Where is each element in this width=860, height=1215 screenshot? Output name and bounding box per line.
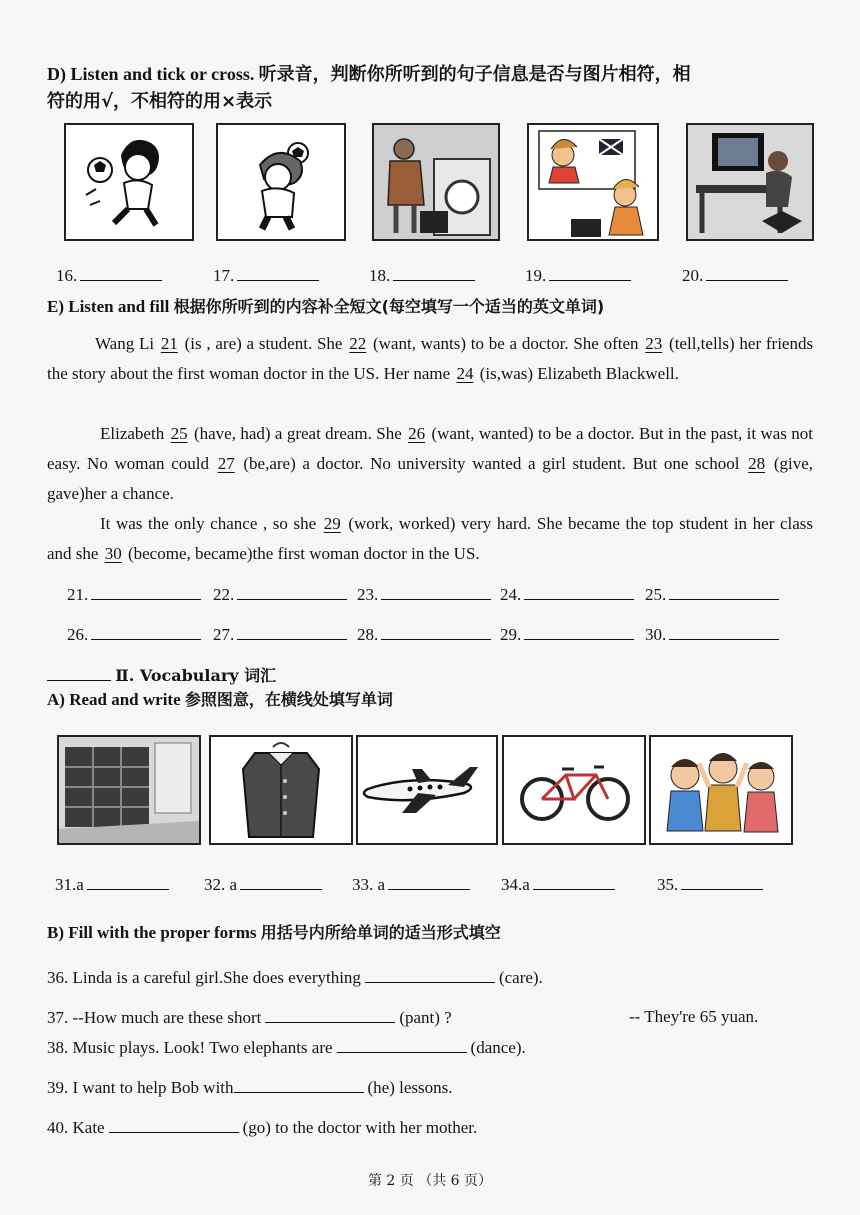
question-36-blank[interactable] [365,966,495,983]
answer-28-blank[interactable] [381,623,491,640]
answer-30-blank[interactable] [669,623,779,640]
question-37-reply: -- They're 65 yuan. [629,1007,759,1026]
section-ii-heading: Ⅱ. Vocabulary 词汇 [115,666,277,685]
answer-17: 17. [213,264,319,286]
picture-18-washing-machine [372,123,500,241]
section-d-instruction-1: 听录音，判断你所听到的句子信息是否与图片相符，相 [258,64,691,85]
answer-29-blank[interactable] [524,623,634,640]
blank-23[interactable]: 23 [645,334,663,353]
page-footer: 第 2 页 （共 6 页） [367,1173,493,1189]
question-40-blank[interactable] [109,1116,239,1133]
answer-22-blank[interactable] [237,583,347,600]
answer-18-blank[interactable] [393,264,475,281]
section-ii-title [47,665,276,687]
section-e-title [47,296,604,318]
section-e-instruction: 根据你所听到的内容补全短文(每空填写一个适当的英文单词) [173,297,605,316]
picture-16-boy-kicking-ball [64,123,194,241]
answer-18: 18. [369,264,475,286]
blank-29[interactable]: 29 [323,514,341,533]
answer-20-blank[interactable] [706,264,788,281]
answer-30: 30. [645,623,779,645]
picture-19-girls-on-telephone [527,123,659,241]
answer-24: 24. [500,583,634,605]
section-b-title [47,922,501,944]
answer-35-blank[interactable] [681,873,763,890]
question-36: 36. Linda is a careful girl.She does everything (care). [47,968,543,987]
answer-22: 22. [213,583,347,605]
question-37: 37. --How much are these short (pant) ? [47,1008,452,1027]
passage-paragraph-1: Wang Li 21 (is , are) a student. She 22 (want, wants) to be a doctor. She often 23 (tell,tells) her friends the story about the first woman doctor in the US. Her name 24 (is,was) Elizabeth Blackwell. [47,334,814,383]
section-d-heading: D) Listen and tick or cross. [47,64,255,84]
answer-25: 25. [645,583,779,605]
section-ii-score-blank[interactable] [47,666,111,681]
section-d-title [47,63,691,86]
blank-24[interactable]: 24 [456,364,474,383]
question-38-blank[interactable] [337,1036,467,1053]
answer-26: 26. [67,623,201,645]
question-40: 40. Kate (go) to the doctor with her mother. [47,1118,478,1137]
answer-34: 34.a [501,873,615,895]
answer-29: 29. [500,623,634,645]
passage-paragraph-2: Elizabeth 25 (have, had) a great dream. She 26 (want, wanted) to be a doctor. But in the past, it was not easy. No woman could 27 (be,are) a doctor. No university wanted a girl student. But one school 28 (give, gave)her a chance. [47,424,814,503]
blank-26[interactable]: 26 [408,424,426,443]
section-e-heading: E) Listen and fill [47,297,170,316]
blank-22[interactable]: 22 [349,334,367,353]
picture-34-bike [502,735,646,845]
picture-35-happy-children [649,735,793,845]
answer-27-blank[interactable] [237,623,347,640]
question-37-blank[interactable] [265,1006,395,1023]
blank-27[interactable]: 27 [217,454,235,473]
passage-paragraph-3: It was the only chance , so she 29 (work, worked) very hard. She became the top student in her class and she 30 (become, became)the first woman doctor in the US. [47,514,813,563]
answer-33: 33. a [352,873,470,895]
section-b-instruction: 用括号内所给单词的适当形式填空 [260,923,501,942]
answer-23: 23. [357,583,491,605]
picture-33-plane [356,735,498,845]
answer-31: 31.a [55,873,169,895]
answer-26-blank[interactable] [91,623,201,640]
blank-30[interactable]: 30 [104,544,122,563]
picture-20-boy-at-computer [686,123,814,241]
question-38: 38. Music plays. Look! Two elephants are (dance). [47,1038,526,1057]
answer-35: 35. [657,873,763,895]
answer-27: 27. [213,623,347,645]
answer-19-blank[interactable] [549,264,631,281]
answer-19: 19. [525,264,631,286]
answer-23-blank[interactable] [381,583,491,600]
blank-21[interactable]: 21 [160,334,178,353]
answer-32: 32. a [204,873,322,895]
blank-28[interactable]: 28 [748,454,766,473]
picture-32-coat [209,735,353,845]
question-39: 39. I want to help Bob with (he) lessons. [47,1078,453,1097]
section-b-heading: B) Fill with the proper forms [47,923,257,942]
answer-17-blank[interactable] [237,264,319,281]
answer-20: 20. [682,264,788,286]
answer-24-blank[interactable] [524,583,634,600]
section-ii-a-instruction: 参照图意，在横线处填写单词 [184,690,393,709]
blank-25[interactable]: 25 [170,424,188,443]
answer-33-blank[interactable] [388,873,470,890]
answer-31-blank[interactable] [87,873,169,890]
question-39-blank[interactable] [234,1076,364,1093]
picture-31-bookcase [57,735,201,845]
picture-17-child-with-ball [216,123,346,241]
answer-21: 21. [67,583,201,605]
section-ii-a-title [47,689,393,711]
section-ii-a-heading: A) Read and write [47,690,181,709]
answer-32-blank[interactable] [240,873,322,890]
answer-28: 28. [357,623,491,645]
answer-34-blank[interactable] [533,873,615,890]
answer-21-blank[interactable] [91,583,201,600]
answer-25-blank[interactable] [669,583,779,600]
section-d-instruction-2: 符的用√，不相符的用×表示 [47,91,273,112]
answer-16-blank[interactable] [80,264,162,281]
answer-16: 16. [56,264,162,286]
